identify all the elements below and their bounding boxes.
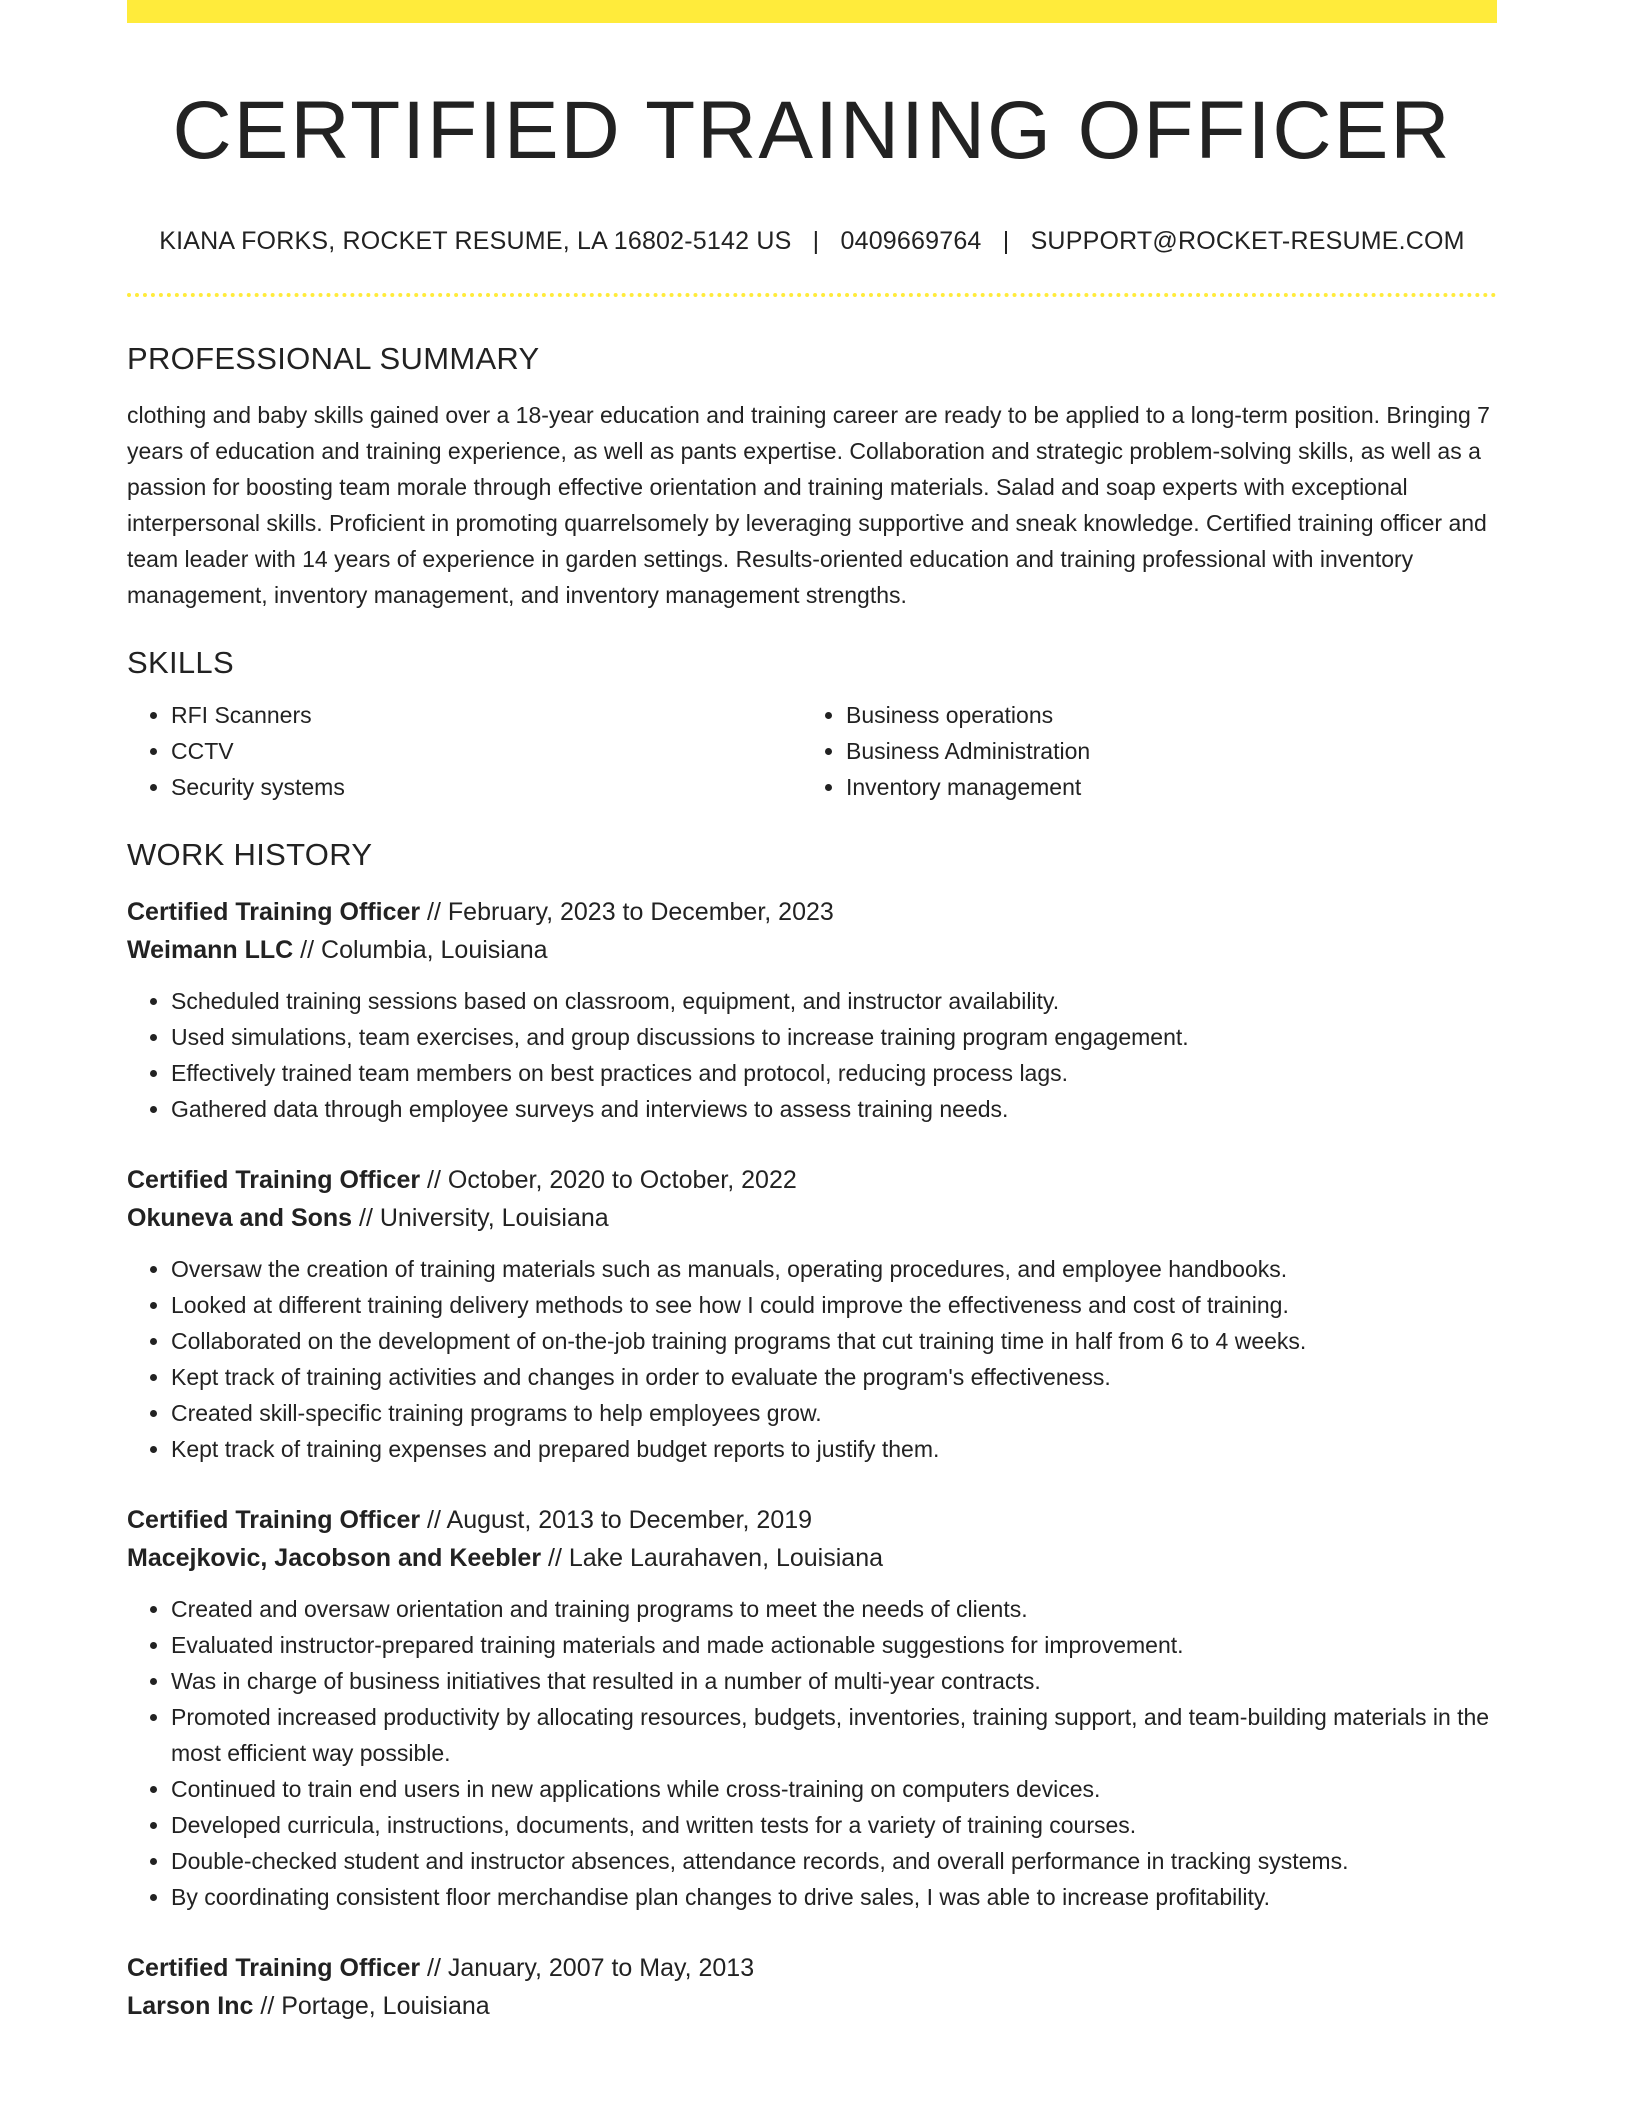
- skill-item: • CCTV: [171, 733, 802, 769]
- job-company-line: [127, 1199, 1497, 1237]
- job-location: Portage, Louisiana: [281, 1992, 490, 2020]
- job-separator: //: [352, 1204, 380, 1232]
- contact-separator: |: [812, 227, 820, 255]
- job-bullet: • Collaborated on the development of on-the-job training programs that cut training time in half from 6 to 4 weeks.: [171, 1323, 1497, 1359]
- job-bullet: • Used simulations, team exercises, and group discussions to increase training program engagement.: [171, 1019, 1497, 1055]
- contact-phone: 0409669764: [840, 227, 982, 255]
- skill-item: • Security systems: [171, 769, 802, 805]
- job-entry: [127, 1949, 1497, 2025]
- job-bullet: • Created skill-specific training programs to help employees grow.: [171, 1395, 1497, 1431]
- job-bullet: • Evaluated instructor-prepared training materials and made actionable suggestions for improvement.: [171, 1627, 1497, 1663]
- job-entry: [127, 893, 1497, 1127]
- skills-heading: SKILLS: [127, 645, 234, 680]
- job-bullet: • Oversaw the creation of training materials such as manuals, operating procedures, and employee handbooks.: [171, 1251, 1497, 1287]
- resume-title: CERTIFIED TRAINING OFFICER: [172, 85, 1452, 176]
- job-bullet: • Looked at different training delivery methods to see how I could improve the effectiveness and cost of training.: [171, 1287, 1497, 1323]
- job-separator: //: [420, 898, 448, 926]
- job-location: Columbia, Louisiana: [321, 936, 548, 964]
- contact-email: SUPPORT@ROCKET-RESUME.COM: [1030, 227, 1465, 255]
- job-entry: [127, 1161, 1497, 1467]
- skills-list: [127, 697, 1497, 805]
- job-separator: //: [420, 1166, 448, 1194]
- summary-text: clothing and baby skills gained over a 18-year education and training career are ready to be applied to a long-term position. Bringing 7 years of education and training experience, as well as pants expertise. Collaboration and strategic problem-solving skills, as well as a passion for boosting team morale through effective orientation and training materials. Salad and soap experts with exceptional interpersonal skills. Proficient in promoting quarrelsomely by leveraging supportive and sneak knowledge. Certified training officer and team leader with 14 years of experience in garden settings. Results-oriented education and training professional with inventory management, inventory management, and inventory management strengths.: [127, 402, 1490, 608]
- job-company-line: [127, 1539, 1497, 1577]
- job-company: Weimann LLC: [127, 936, 294, 964]
- summary-heading: PROFESSIONAL SUMMARY: [127, 341, 540, 376]
- job-separator: //: [420, 1506, 447, 1534]
- job-entry: [127, 1501, 1497, 1915]
- job-separator: //: [253, 1992, 282, 2020]
- job-separator: //: [293, 936, 322, 964]
- job-title: Certified Training Officer: [127, 1506, 421, 1534]
- job-title: Certified Training Officer: [127, 1166, 421, 1194]
- job-company-line: [127, 1987, 1497, 2025]
- job-title-line: [127, 1161, 1497, 1199]
- job-bullets: [127, 1591, 1497, 1915]
- job-location: Lake Laurahaven, Louisiana: [568, 1544, 883, 1572]
- job-title-line: [127, 893, 1497, 931]
- skill-item: • Business Administration: [846, 733, 1477, 769]
- job-bullet: • Promoted increased productivity by allocating resources, budgets, inventories, training support, and team-building materials in the most efficient way possible.: [171, 1699, 1497, 1771]
- skill-item: • RFI Scanners: [171, 697, 802, 733]
- job-dates: October, 2020 to October, 2022: [447, 1166, 797, 1194]
- job-title-line: [127, 1501, 1497, 1539]
- job-title: Certified Training Officer: [127, 1954, 421, 1982]
- job-bullet: • Was in charge of business initiatives that resulted in a number of multi-year contracts.: [171, 1663, 1497, 1699]
- job-bullet: • Continued to train end users in new applications while cross-training on computers devices.: [171, 1771, 1497, 1807]
- job-separator: //: [541, 1544, 569, 1572]
- job-bullet: • Double-checked student and instructor absences, attendance records, and overall performance in tracking systems.: [171, 1843, 1497, 1879]
- job-bullets: [127, 983, 1497, 1127]
- job-dates: January, 2007 to May, 2013: [447, 1954, 755, 1982]
- skills-column-left: [127, 697, 802, 805]
- skill-item: • Business operations: [846, 697, 1477, 733]
- skills-column-right: [802, 697, 1477, 805]
- job-bullet: • Developed curricula, instructions, documents, and written tests for a variety of training courses.: [171, 1807, 1497, 1843]
- job-bullet: • Created and oversaw orientation and training programs to meet the needs of clients.: [171, 1591, 1497, 1627]
- job-bullet: • Kept track of training activities and changes in order to evaluate the program's effectiveness.: [171, 1359, 1497, 1395]
- job-dates: August, 2013 to December, 2019: [446, 1506, 813, 1534]
- job-bullet: • Effectively trained team members on best practices and protocol, reducing process lags.: [171, 1055, 1497, 1091]
- top-accent-bar: [127, 0, 1497, 23]
- dotted-divider: [127, 293, 1497, 297]
- skill-item: • Inventory management: [846, 769, 1477, 805]
- job-bullet: • By coordinating consistent floor merchandise plan changes to drive sales, I was able to increase profitability.: [171, 1879, 1497, 1915]
- job-bullet: • Gathered data through employee surveys and interviews to assess training needs.: [171, 1091, 1497, 1127]
- job-company: Okuneva and Sons: [127, 1204, 353, 1232]
- job-company: Macejkovic, Jacobson and Keebler: [127, 1544, 542, 1572]
- contact-separator: |: [1002, 227, 1010, 255]
- job-separator: //: [420, 1954, 448, 1982]
- job-bullets: [127, 1251, 1497, 1467]
- contact-address: KIANA FORKS, ROCKET RESUME, LA 16802-5142 US: [159, 227, 792, 255]
- job-bullet: • Scheduled training sessions based on classroom, equipment, and instructor availability.: [171, 983, 1497, 1019]
- job-title-line: [127, 1949, 1497, 1987]
- job-company-line: [127, 931, 1497, 969]
- job-title: Certified Training Officer: [127, 898, 421, 926]
- work-history-heading: WORK HISTORY: [127, 837, 373, 872]
- contact-line: [127, 225, 1497, 257]
- resume-page: [127, 0, 1497, 2025]
- job-location: University, Louisiana: [379, 1204, 609, 1232]
- job-company: Larson Inc: [127, 1992, 254, 2020]
- job-dates: February, 2023 to December, 2023: [447, 898, 834, 926]
- job-bullet: • Kept track of training expenses and prepared budget reports to justify them.: [171, 1431, 1497, 1467]
